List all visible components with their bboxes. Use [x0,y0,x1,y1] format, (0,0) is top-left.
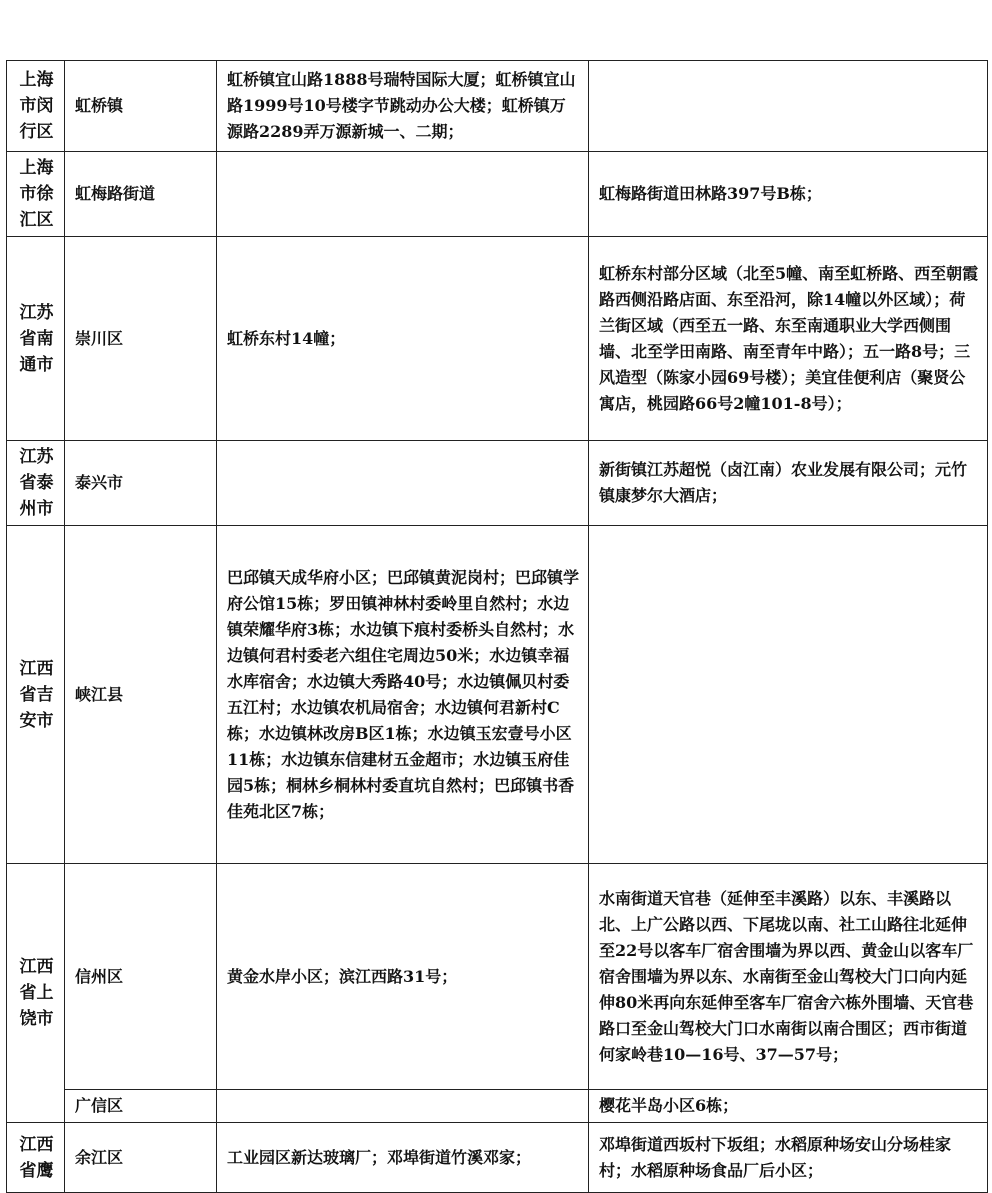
region-cell: 上海市徐汇区 [7,152,65,237]
district-cell: 广信区 [65,1090,217,1123]
district-cell: 峡江县 [65,526,217,864]
district-cell: 泰兴市 [65,441,217,526]
low-risk-cell: 樱花半岛小区6栋； [589,1090,988,1123]
high-risk-cell [217,152,589,237]
low-risk-cell [589,61,988,152]
region-cell: 上海市闵行区 [7,61,65,152]
district-cell: 余江区 [65,1123,217,1193]
high-risk-cell: 工业园区新达玻璃厂；邓埠街道竹溪邓家； [217,1123,589,1193]
low-risk-cell: 新街镇江苏超悦（卤江南）农业发展有限公司；元竹镇康梦尔大酒店； [589,441,988,526]
table-row [7,61,988,152]
region-cell: 江苏省泰州市 [7,441,65,526]
table-row [7,1090,988,1123]
high-risk-cell: 巴邱镇天成华府小区；巴邱镇黄泥岗村；巴邱镇学府公馆15栋；罗田镇神林村委岭里自然村；水边镇荣耀华府3栋；水边镇下痕村委桥头自然村；水边镇何君村委老六组住宅周边50米；水边镇幸福水库宿舍；水边镇大秀路40号；水边镇佩贝村委五江村；水边镇农机局宿舍；水边镇何君新村C栋；水边镇林改房B区1栋；水边镇玉宏壹号小区11栋；水边镇东信建材五金超市；水边镇玉府佳园5栋；桐林乡桐林村委直坑自然村；巴邱镇书香佳苑北区7栋； [217,526,589,864]
region-cell: 江苏省南通市 [7,237,65,441]
low-risk-cell: 水南街道天官巷（延伸至丰溪路）以东、丰溪路以北、上广公路以西、下尾垅以南、社工山路往北延伸至22号以客车厂宿舍围墙为界以西、黄金山以客车厂宿舍围墙为界以东、水南街至金山驾校大门口向内延伸80米再向东延伸至客车厂宿舍六栋外围墙、天官巷路口至金山驾校大门口水南街以南合围区；西市街道何家岭巷10—16号、37—57号； [589,864,988,1090]
low-risk-cell: 邓埠街道西坂村下坂组；水稻原种场安山分场桂家村；水稻原种场食品厂后小区； [589,1123,988,1193]
district-cell: 虹桥镇 [65,61,217,152]
table-row [7,526,988,864]
risk-area-table [6,60,988,1193]
high-risk-cell [217,1090,589,1123]
table-row [7,152,988,237]
district-cell: 信州区 [65,864,217,1090]
region-cell: 江西省吉安市 [7,526,65,864]
high-risk-cell: 虹桥镇宜山路1888号瑞特国际大厦；虹桥镇宜山路1999号10号楼字节跳动办公大楼；虹桥镇万源路2289弄万源新城一、二期； [217,61,589,152]
table-row [7,1123,988,1193]
table-row [7,864,988,1090]
region-cell: 江西省上饶市 [7,864,65,1123]
high-risk-cell [217,441,589,526]
low-risk-cell: 虹桥东村部分区域（北至5幢、南至虹桥路、西至朝霞路西侧沿路店面、东至沿河，除14幢以外区域）；荷兰街区域（西至五一路、东至南通职业大学西侧围墙、北至学田南路、南至青年中路）；五一路8号；三风造型（陈家小园69号楼）；美宜佳便利店（聚贤公寓店，桃园路66号2幢101-8号）； [589,237,988,441]
low-risk-cell: 虹梅路街道田林路397号B栋； [589,152,988,237]
high-risk-cell: 黄金水岸小区；滨江西路31号； [217,864,589,1090]
table-row [7,441,988,526]
district-cell: 崇川区 [65,237,217,441]
region-cell: 江西省鹰 [7,1123,65,1193]
district-cell: 虹梅路街道 [65,152,217,237]
table-row [7,237,988,441]
high-risk-cell: 虹桥东村14幢； [217,237,589,441]
low-risk-cell [589,526,988,864]
